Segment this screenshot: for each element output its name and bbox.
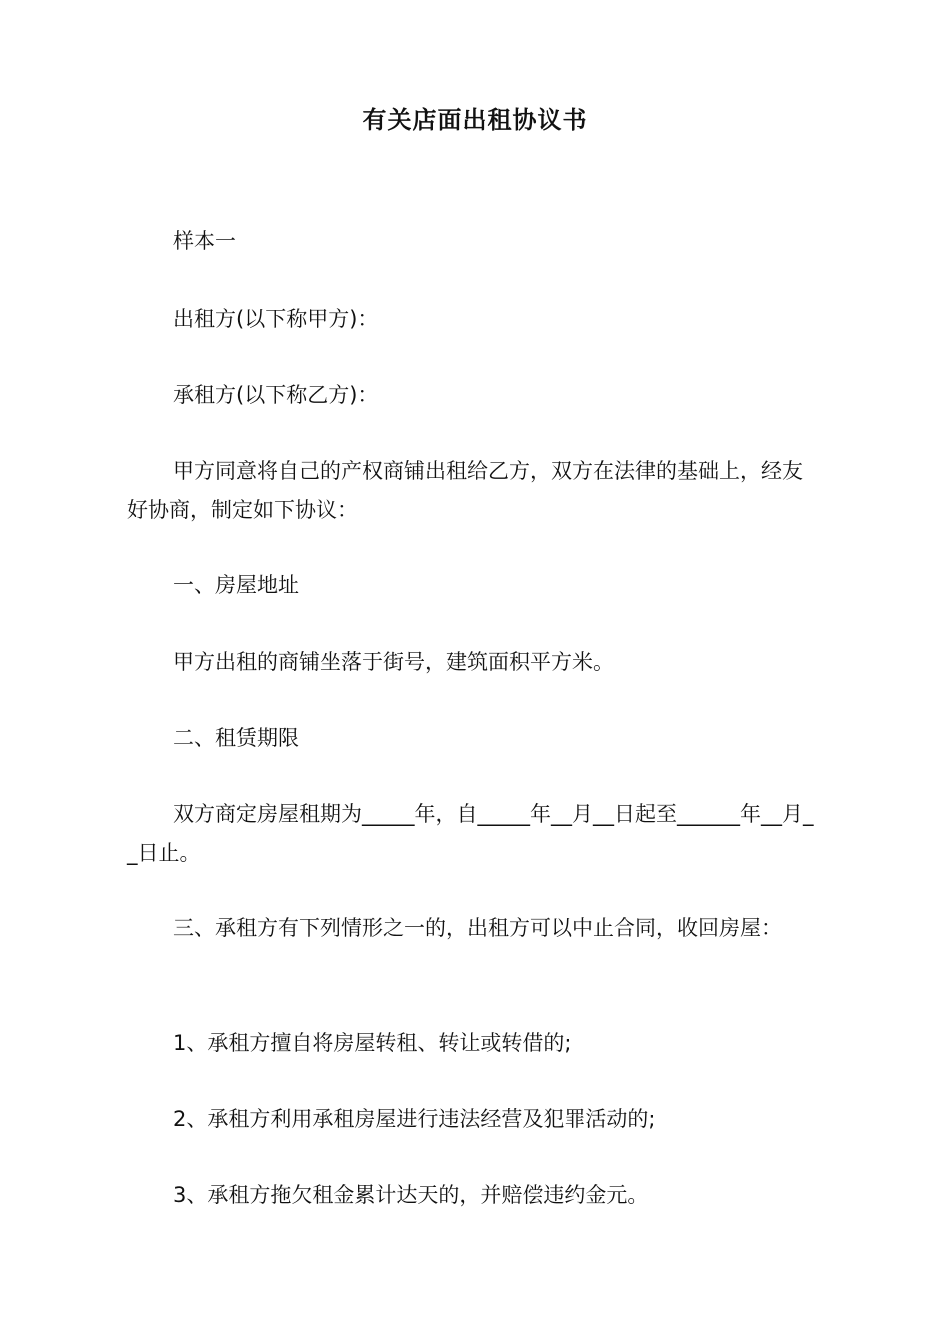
paragraph-intro: 甲方同意将自己的产权商铺出租给乙方，双方在法律的基础上，经友好协商，制定如下协议： bbox=[127, 459, 803, 522]
section-heading-termination: 三、承租方有下列情形之一的，出租方可以中止合同，收回房屋： bbox=[173, 916, 782, 940]
paragraph-lessor: 出租方(以下称甲方)： bbox=[173, 307, 379, 331]
document-title: 有关店面出租协议书 bbox=[362, 106, 588, 134]
list-item-illegal-use: 2、承租方利用承租房屋进行违法经营及犯罪活动的; bbox=[173, 1107, 656, 1131]
paragraph-term: 双方商定房屋租期为_____年，自_____年__月__日起至______年__月__日止。 bbox=[127, 802, 814, 865]
list-item-sublet: 1、承租方擅自将房屋转租、转让或转借的; bbox=[173, 1031, 572, 1055]
paragraph-sample-label: 样本一 bbox=[173, 229, 236, 253]
section-heading-address: 一、房屋地址 bbox=[173, 573, 299, 597]
list-item-rent-arrears: 3、承租方拖欠租金累计达天的，并赔偿违约金元。 bbox=[173, 1183, 649, 1207]
paragraph-lessee: 承租方(以下称乙方)： bbox=[173, 383, 379, 407]
section-heading-term: 二、租赁期限 bbox=[173, 726, 299, 750]
paragraph-address: 甲方出租的商铺坐落于街号，建筑面积平方米。 bbox=[173, 650, 614, 674]
